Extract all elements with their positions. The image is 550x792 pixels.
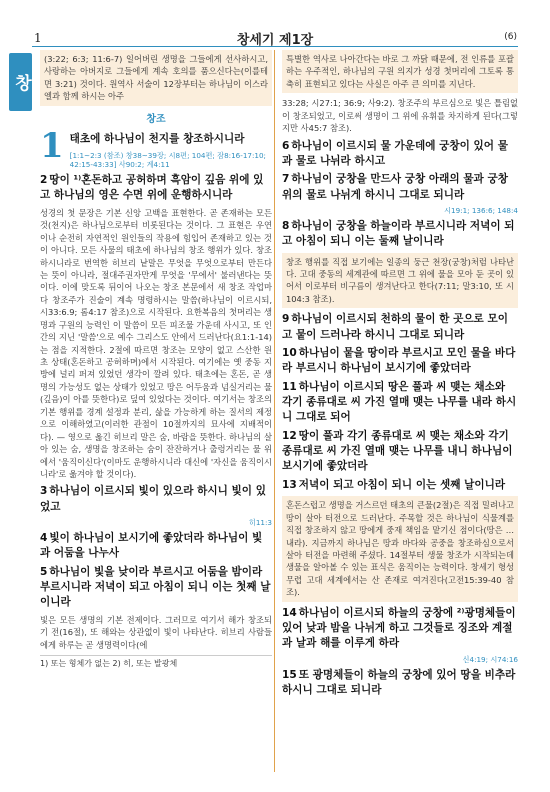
verse-12-text: 땅이 풀과 각기 종류대로 씨 맺는 채소와 각기 종류대로 씨 가진 열매 맺는 나무를 내니 하나님이 보시기에 좋았더라	[282, 429, 513, 473]
verse-7-crossref[interactable]: 시19:1; 136:6; 148:4	[444, 206, 518, 216]
page-header	[0, 0, 550, 48]
commentary-note: (3:22; 6:3; 11:6-7) 일어버린 생명을 그들에게 선사하시고, 사랑하는 아버지로 그들에게 계속 호의를 품으신다는(이를테면 3:21) 것이다. 원역사 서술이 12장부터는 하나님이 이스라엘과 함께 하시는 아주	[40, 50, 272, 106]
running-title: 창세기 제1장	[236, 33, 314, 48]
verse-8: 8 하나님이 궁창을 하늘이라 부르시니라 저녁이 되고 아침이 되니 이는 둘째 날이니라	[282, 219, 515, 248]
verse-2: 2 땅이 ¹⁾혼돈하고 공허하며 흑암이 깊음 위에 있고 하나님의 영은 수면 위에 운행하시니라	[40, 174, 264, 202]
verse-12: 12 땅이 풀과 각기 종류대로 씨 맺는 채소와 각기 종류대로 씨 가진 열매 맺는 나무를 내니 하나님이 보시기에 좋았더라	[282, 429, 513, 473]
verse-10-text: 하나님이 뭍을 땅이라 부르시고 모인 물을 바다라 부르시니 하나님이 보시기에 좋았더라	[282, 346, 516, 375]
verse-7-text: 하나님이 궁창을 만드사 궁창 아래의 물과 궁창 위의 물로 나뉘게 하시니 그대로 되니라	[282, 173, 508, 201]
verse-1-crossref[interactable]: [1:1~2:3 (참조) 창38~39장; 시8편; 104편; 잠8:16-17:10; 42:15-43:33] 사90:2; 계4:11	[69, 150, 266, 170]
verse-13: 13 저녁이 되고 아침이 되니 이는 셋째 날이니라	[282, 478, 506, 491]
column-divider	[274, 50, 275, 772]
verse-15-text: 또 광명체들이 하늘의 궁창에 있어 땅을 비추라 하시니 그대로 되니라	[282, 668, 516, 696]
verse-4: 4 빛이 하나님이 보시기에 좋았더라 하나님이 빛과 어둠을 나누사	[40, 531, 263, 560]
commentary-note: 빛은 모든 생명의 기본 전제이다. 그러므로 여기서 해가 창조되기 전(16절), 또 해와는 상관없이 빛이 나타난다. 히브리 사람들에게 하루는 곧 생명력이다(에	[40, 614, 272, 650]
commentary-note: 혼돈스럽고 생명을 거스르던 태초의 큰물(2절)은 직접 밀려나고 땅이 살아 터전으로 드러난다. 주목할 것은 하나님이 식물계를 직접 창조하지 않고 땅에게 중재 책임을 맡기신 점이다(땅은 … 내라). 지금까지 하나님은 땅과 바다와 공중을 창조하심으로서 살아 터전을 마련해 주셨다. 14절부터 생물 창조가 시작되는데 생물을 알아볼 수 있는 표식은 움직이는 능력이다. 창세기 형성 무렵 고대 세계에서는 산 존재로 여겨진다(고전15:39-40 참조).	[282, 496, 518, 602]
verse-10: 10 하나님이 뭍을 땅이라 부르시고 모인 물을 바다라 부르시니 하나님이 보시기에 좋았더라	[282, 346, 516, 375]
commentary-note: 창조 행위를 직접 보기에는 일종의 둥근 천장(궁창)처럼 나타난다. 고대 중동의 세계관에 따르면 그 위에 물을 모아 둔 곳이 있어서 이로부터 비구름이 생겨난다고 한다(7:11; 말3:10, 또 시104:3 참조).	[282, 253, 518, 309]
page-number: 1	[34, 31, 42, 45]
verse-3: 3 하나님이 이르시되 빛이 있으라 하시니 빛이 있었고	[40, 485, 266, 513]
verse-14-text: 하나님이 이르시되 하늘의 궁창에 ²⁾광명체들이 있어 낮과 밤을 나뉘게 하고 그것들로 징조와 계절과 날과 해를 이루게 하라	[282, 606, 516, 650]
verse-15: 15 또 광명체들이 하늘의 궁창에 있어 땅을 비추라 하시니 그대로 되니라	[282, 668, 516, 696]
verse-7: 7 하나님이 궁창을 만드사 궁창 아래의 물과 궁창 위의 물로 나뉘게 하시니 그대로 되니라	[282, 173, 508, 201]
verse-14: 14 하나님이 이르시되 하늘의 궁창에 ²⁾광명체들이 있어 낮과 밤을 나뉘게 하고 그것들로 징조와 계절과 날과 해를 이루게 하라	[282, 606, 516, 650]
verse-2-text: 땅이 ¹⁾혼돈하고 공허하며 흑암이 깊음 위에 있고 하나님의 영은 수면 위에 운행하시니라	[40, 174, 264, 202]
footnote: 1) 또는 형체가 없는 2) 히, 또는 발광체	[40, 655, 272, 670]
verse-11-text: 하나님이 이르시되 땅은 풀과 씨 맺는 채소와 각기 종류대로 씨 가진 열매 맺는 나무를 내라 하시니 그대로 되어	[282, 380, 517, 424]
verse-1: 태초에 하나님이 천지를 창조하시니라	[69, 133, 245, 146]
verse-9-text: 하나님이 이르시되 천하의 물이 한 곳으로 모이고 뭍이 드러나라 하시니 그대로 되니라	[282, 313, 508, 341]
verse-9: 9 하나님이 이르시되 천하의 물이 한 곳으로 모이고 뭍이 드러나라 하시니 그대로 되니라	[282, 313, 508, 341]
verse-11: 11 하나님이 이르시되 땅은 풀과 씨 맺는 채소와 각기 종류대로 씨 가진 열매 맺는 나무를 내라 하시니 그대로 되어	[282, 380, 517, 424]
verse-6-text: 하나님이 이르시되 물 가운데에 궁창이 있어 물과 물로 나뉘라 하시고	[282, 139, 508, 167]
commentary-note: 33:28; 시27:1; 36:9; 사9:2). 창조주의 부르심으로 빛은 틀림없이 창조되었고, 이로써 생명이 그 위에 유휘를 차지하게 된다(그렇지만 사45:7 참조).	[282, 98, 518, 134]
right-column	[282, 50, 518, 701]
commentary-note: 특별한 역사로 나아간다는 바로 그 까닭 때문에, 전 인류를 포괄하는 우주적인, 하나님의 구원 의지가 성경 첫머리에 그토록 통축히 표현되고 있다는 사실은 아주 큰 의미를 지닌다.	[282, 50, 518, 93]
verse-13-text: 저녁이 되고 아침이 되니 이는 셋째 날이니라	[298, 478, 506, 491]
chapter-count: (6)	[504, 32, 517, 42]
verse-8-text: 하나님이 궁창을 하늘이라 부르시니라 저녁이 되고 아침이 되니 이는 둘째 날이니라	[282, 219, 515, 248]
verse-5: 5 하나님이 빛을 낮이라 부르시고 어둠을 밤이라 부르시니라 저녁이 되고 아침이 되니 이는 첫째 날이니라	[40, 565, 271, 609]
verse-5-text: 하나님이 빛을 낮이라 부르시고 어둠을 밤이라 부르시니라 저녁이 되고 아침이 되니 이는 첫째 날이니라	[40, 565, 271, 609]
chapter-number: 1	[40, 126, 64, 167]
book-side-tab[interactable]: 창	[9, 53, 32, 111]
left-column	[40, 50, 272, 670]
header-rule	[32, 46, 518, 47]
verse-3-text: 하나님이 이르시되 빛이 있으라 하시니 빛이 있었고	[40, 485, 266, 513]
chapter-start	[40, 126, 272, 170]
verse-6: 6 하나님이 이르시되 물 가운데에 궁창이 있어 물과 물로 나뉘라 하시고	[282, 139, 508, 167]
verse-4-text: 빛이 하나님이 보시기에 좋았더라 하나님이 빛과 어둠을 나누사	[40, 531, 263, 560]
verse-14-crossref[interactable]: 신4:19; 시74:16	[462, 654, 518, 664]
commentary-note: 성경의 첫 문장은 기본 신앙 고백을 표현한다. 곧 존재하는 모든 것(천지)은 하나님으로부터 비롯된다는 것이다. 그 표현은 우연이나 순전히 자연적인 원인들의 작용에 힘입어 존재하고 있는 것이 아니다. 모든 사물의 태초에 하나님의 창조 행위가 있다. 창조하시니라로 번역한 히브리 낱말은 무엇을 무엇으로부터 만든다는 뜻이 아니라, 절대주권자만게 무엇을 '무에서' 불러낸다는 뜻이다. 이에 맞도록 뒤이어 나오는 창조 본문에서 새 창조 작업마다 창조주가 진술이 계속 명령하시는 말씀(하나님이 이르시되, 시33:6.9; 롬4:17 참조)으로 시작된다. 요한복음의 첫머리는 생명과 구원의 능력인 이 말씀이 모든 피조물 가운데 사시고, 또 인간의 지닌 '말씀'으로 예수 그리스도 안에서 드러난다(요1:1-14)는 점을 지적한다. 2절에 따르면 창조는 모양이 없고 스산한 원초 상태(혼돈하고 공허하며)에서 시작된다. 여기에는 옛 중동 지방에 널리 퍼져 있었던 생각이 깔려 있다. 태초에는 혼돈, 곧 생명의 가능성도 없는 상태가 있었고 땅은 어두움과 넘실거리는 물(깊음)이 아를 뜻한다)로 덮여 있었다는 것이다. 여기서는 창조의 기본 행위를 경계 설정과 분리, 삶을 가능하게 하는 질서의 제정으로 이해하였고(이러한 관점이 10절까지의 묘사에 지배적이다). — 영으로 옮긴 히브리 말은 숨, 바람을 뜻한다. 하나님의 살아 있는 숨, 생명을 창조하는 숨이 잔잔하거나 출렁거리는 물 위에서 '움직이신다'(이마도 운행하시니라 대신에 '자신을 움직이시니라'로 옮겨야 할 것이다).	[40, 207, 272, 479]
section-title: 창조	[146, 113, 166, 125]
verse-3-crossref[interactable]: 히11:3	[248, 518, 272, 528]
